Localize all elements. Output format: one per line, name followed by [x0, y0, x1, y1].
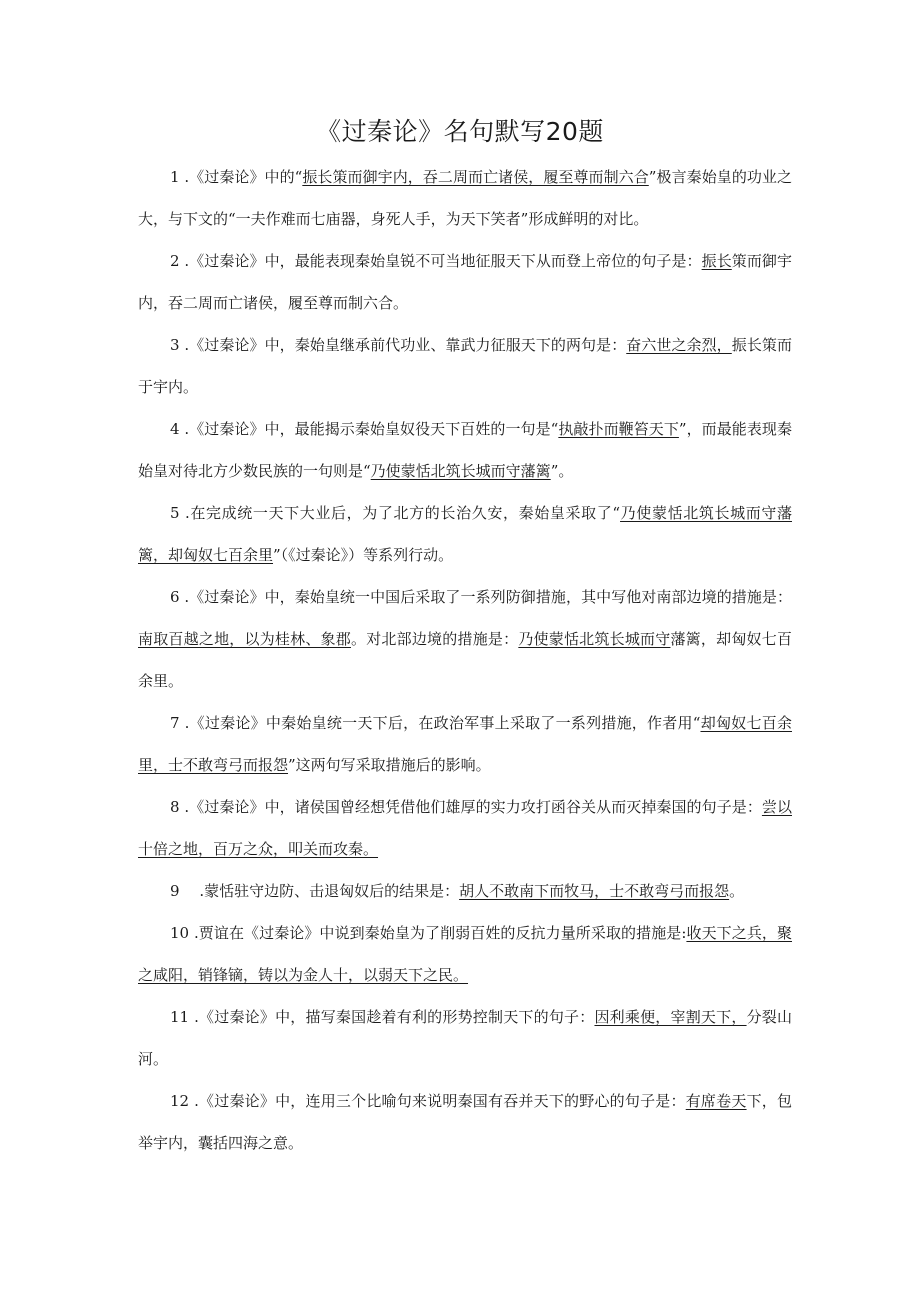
question-text: .《过秦论》中秦始皇统一天下后，在政治军事上采取了一系列措施，作者用“	[179, 714, 701, 732]
answer-text: 收天下之兵，聚之咸阳，销锋镝，铸以为金人十，以弱天下之民。	[138, 924, 792, 984]
answer-text: 因利乘便，宰割天下，	[594, 1008, 747, 1026]
question-text: ”极言秦始皇的功业之大，与下文的“一夫作难而七庙器，身死人手，为天下笑者”形成鲜明的对比。	[138, 168, 792, 228]
answer-text: 有席卷天	[685, 1092, 747, 1110]
question-number: 12	[170, 1092, 190, 1110]
question-text: 下，包举宇内，囊括四海之意。	[138, 1092, 792, 1152]
question-number: 7	[170, 714, 180, 732]
answer-text: 却匈奴七百余里，士不敢弯弓而报怨	[138, 714, 792, 774]
question-text: .《过秦论》中，连用三个比喻句来说明秦国有吞并天下的野心的句子是：	[189, 1092, 686, 1110]
answer-text: 执敲扑而鞭笞天下	[558, 420, 679, 438]
answer-text: 振长策而御宇内，吞二周而亡诸侯，履至尊而制六合	[302, 168, 649, 186]
question-number: 10	[170, 924, 190, 942]
question-item	[138, 996, 792, 1080]
answer-text: 乃使蒙恬北筑长城而守	[518, 630, 671, 648]
question-text: .贾谊在《过秦论》中说到秦始皇为了削弱百姓的反抗力量所采取的措施是:	[189, 924, 687, 942]
question-text: .蒙恬驻守边防、击退匈奴后的结果是：	[179, 882, 460, 900]
question-number: 2	[170, 252, 180, 270]
question-number: 8	[170, 798, 180, 816]
question-item	[138, 870, 792, 912]
question-text: ”，而最能表现秦始皇对待北方少数民族的一句则是“	[138, 420, 792, 480]
question-text: .在完成统一天下大业后，为了北方的长治久安，秦始皇采取了“	[179, 504, 621, 522]
question-number: 4	[170, 420, 180, 438]
question-text: .《过秦论》中，秦始皇继承前代功业、靠武力征服天下的两句是：	[179, 336, 627, 354]
question-text: .《过秦论》中，描写秦国趁着有利的形势控制天下的句子：	[189, 1008, 595, 1026]
answer-text: 乃使蒙恬北筑长城而守藩篱	[370, 462, 551, 480]
question-item	[138, 576, 792, 702]
question-item	[138, 702, 792, 786]
page-title: 《过秦论》名句默写20题	[316, 117, 604, 146]
question-item	[138, 324, 792, 408]
question-number: 1	[170, 168, 180, 186]
answer-text: 南取百越之地，以为桂林、象郡	[138, 630, 351, 648]
answer-text: 尝以十倍之地，百万之众，叩关而攻秦。	[138, 798, 792, 858]
answer-text: 奋六世之余烈，	[626, 336, 732, 354]
question-text: 分裂山河。	[138, 1008, 792, 1068]
question-item	[138, 408, 792, 492]
question-number: 5	[170, 504, 180, 522]
question-text: .《过秦论》中的“	[179, 168, 303, 186]
answer-text: 振长	[701, 252, 732, 270]
question-text: 。对北部边境的措施是：	[350, 630, 519, 648]
answer-text: 胡人不敢南下而牧马，士不敢弯弓而报怨	[459, 882, 730, 900]
question-item	[138, 492, 792, 576]
question-text: ”这两句写采取措施后的影响。	[288, 756, 491, 774]
question-text: 。	[729, 882, 745, 900]
question-item	[138, 156, 792, 240]
question-number: 3	[170, 336, 180, 354]
question-item	[138, 1080, 792, 1164]
question-item	[138, 912, 792, 996]
question-text: .《过秦论》中，诸侯国曾经想凭借他们雄厚的实力攻打函谷关从而灭掉秦国的句子是：	[179, 798, 762, 816]
question-number: 6	[170, 588, 180, 606]
question-text: ”（《过秦论》）等系列行动。	[273, 546, 454, 564]
question-text: 策而御宇内，吞二周而亡诸侯，履至尊而制六合。	[138, 252, 792, 312]
question-list	[138, 156, 792, 1164]
question-text: ”。	[550, 462, 574, 480]
question-text: .《过秦论》中，秦始皇统一中国后采取了一系列防御措施，其中写他对南部边境的措施是：	[179, 588, 792, 606]
question-item	[138, 786, 792, 870]
question-item	[138, 240, 792, 324]
answer-text: 乃使蒙恬北筑长城而守藩篱，却匈奴七百余里	[138, 504, 792, 564]
question-text: 藩篱，却匈奴七百余里。	[138, 630, 792, 690]
question-number: 11	[170, 1008, 190, 1026]
question-number: 9	[170, 882, 180, 900]
question-text: .《过秦论》中，最能揭示秦始皇奴役天下百姓的一句是“	[179, 420, 559, 438]
question-text: .《过秦论》中，最能表现秦始皇锐不可当地征服天下从而登上帝位的句子是：	[179, 252, 702, 270]
question-text: 振长策而于宇内。	[138, 336, 792, 396]
